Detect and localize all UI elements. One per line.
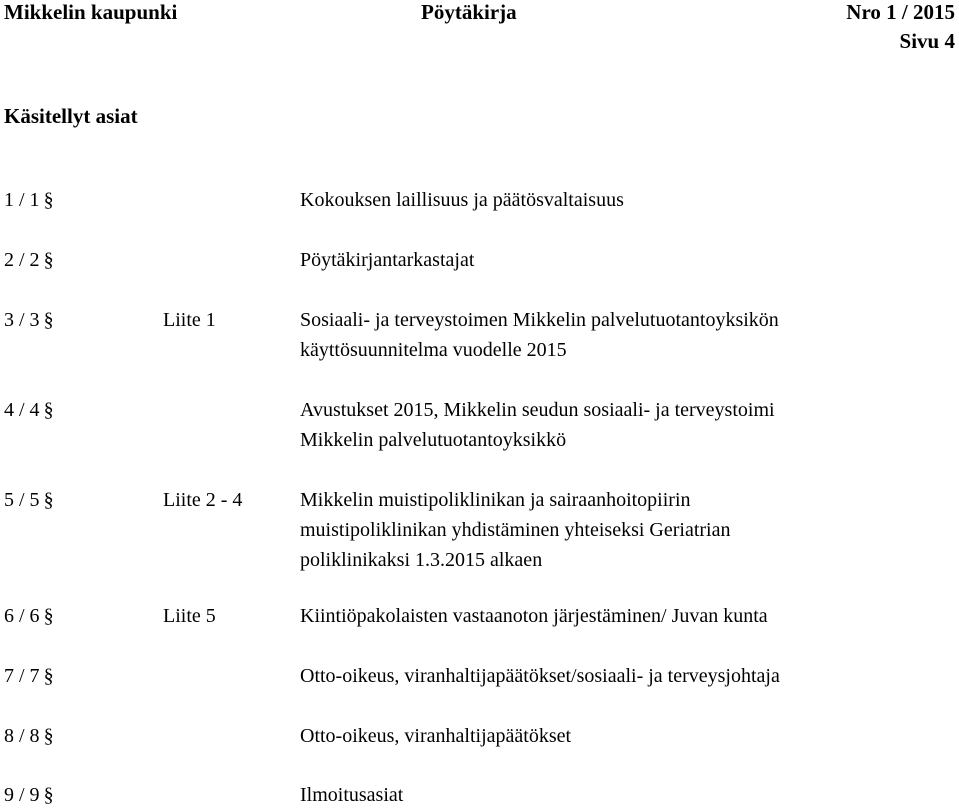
item-title	[300, 395, 955, 455]
item-number	[4, 661, 54, 691]
item-title-line: Avustukset 2015, Mikkelin seudun sosiaali- ja terveystoimi	[300, 399, 775, 421]
item-title-line: Ilmoitusasiat	[300, 784, 404, 806]
item-number-text: 4 / 4	[4, 399, 40, 421]
section-sign-icon: §	[43, 605, 54, 627]
item-number-text: 7 / 7	[4, 665, 40, 687]
item-title-line: Otto-oikeus, viranhaltijapäätökset	[300, 725, 572, 747]
item-title	[300, 185, 955, 215]
item-number-text: 3 / 3	[4, 309, 40, 331]
item-title	[300, 721, 955, 751]
item-number-text: 8 / 8	[4, 725, 40, 747]
item-title	[300, 305, 955, 365]
item-number-text: 9 / 9	[4, 784, 40, 806]
section-sign-icon: §	[43, 725, 54, 747]
item-number	[4, 185, 54, 215]
item-title-line: käyttösuunnitelma vuodelle 2015	[300, 339, 567, 361]
item-title-line: Kokouksen laillisuus ja päätösvaltaisuus	[300, 189, 624, 211]
item-number	[4, 305, 54, 335]
item-attachment: Liite 1	[163, 309, 216, 331]
document-type: Pöytäkirja	[421, 0, 517, 24]
item-number	[4, 721, 54, 751]
item-title-line: poliklinikaksi 1.3.2015 alkaen	[300, 549, 543, 571]
item-title-line: Sosiaali- ja terveystoimen Mikkelin palvelutuotantoyksikön	[300, 309, 779, 331]
item-title	[300, 661, 955, 691]
item-number	[4, 485, 54, 515]
item-title	[300, 601, 955, 631]
item-attachment: Liite 2 - 4	[163, 489, 243, 511]
section-title: Käsitellyt asiat	[4, 104, 138, 128]
item-number-text: 1 / 1	[4, 189, 40, 211]
section-sign-icon: §	[43, 399, 54, 421]
item-title-line: Kiintiöpakolaisten vastaanoton järjestäminen/ Juvan kunta	[300, 605, 768, 627]
item-number	[4, 395, 54, 425]
document-number: Nro 1 / 2015	[846, 0, 955, 24]
item-number-text: 2 / 2	[4, 249, 40, 271]
section-sign-icon: §	[43, 489, 54, 511]
item-number	[4, 780, 54, 810]
section-sign-icon: §	[43, 665, 54, 687]
section-sign-icon: §	[43, 249, 54, 271]
section-sign-icon: §	[43, 309, 54, 331]
item-title-line: Mikkelin palvelutuotantoyksikkö	[300, 429, 567, 451]
section-sign-icon: §	[43, 189, 54, 211]
page-number: Sivu 4	[899, 29, 955, 53]
item-number-text: 6 / 6	[4, 605, 40, 627]
item-number	[4, 245, 54, 275]
item-title-line: Mikkelin muistipoliklinikan ja sairaanhoitopiirin	[300, 489, 691, 511]
item-title	[300, 245, 955, 275]
organization-name: Mikkelin kaupunki	[4, 0, 178, 24]
section-sign-icon: §	[43, 784, 54, 806]
item-number	[4, 601, 54, 631]
item-number-text: 5 / 5	[4, 489, 40, 511]
item-title	[300, 780, 955, 810]
item-title-line: Otto-oikeus, viranhaltijapäätökset/sosiaali- ja terveysjohtaja	[300, 665, 780, 687]
item-title-line: muistipoliklinikan yhdistäminen yhteiseksi Geriatrian	[300, 519, 731, 541]
item-title	[300, 485, 955, 575]
item-attachment: Liite 5	[163, 605, 216, 627]
item-title-line: Pöytäkirjantarkastajat	[300, 249, 475, 271]
